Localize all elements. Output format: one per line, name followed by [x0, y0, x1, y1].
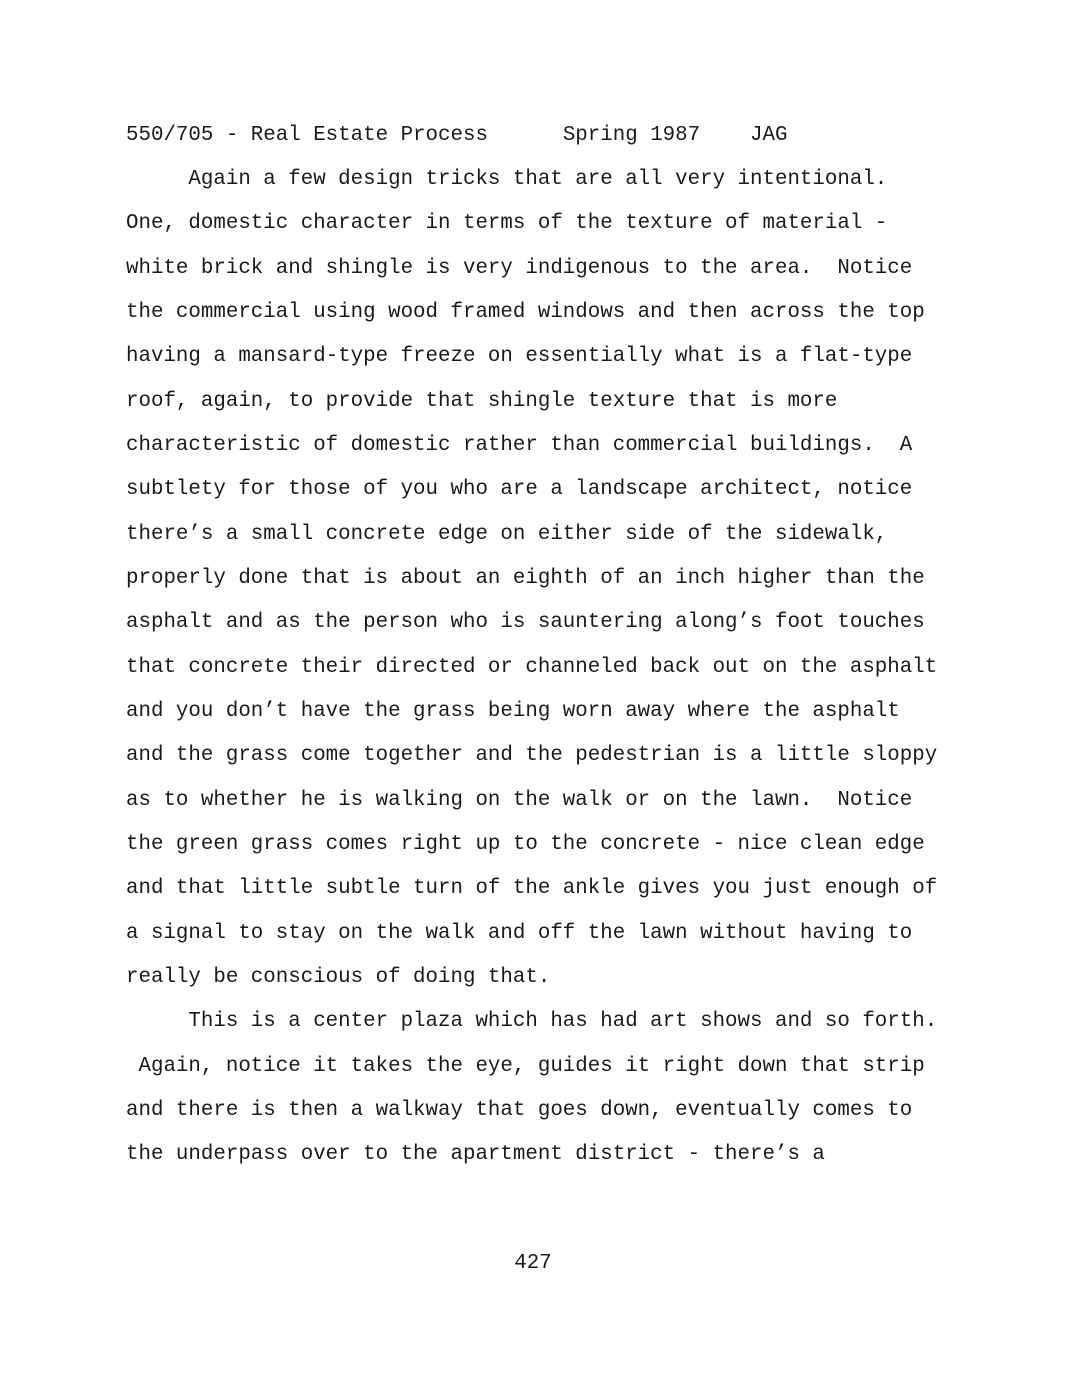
- body-line: and there is then a walkway that goes down, eventually comes to: [126, 1099, 913, 1122]
- body-line: that concrete their directed or channeled back out on the asphalt: [126, 656, 938, 679]
- body-line: subtlety for those of you who are a landscape architect, notice: [126, 478, 913, 501]
- term-label: Spring 1987: [562, 124, 701, 147]
- body-line: asphalt and as the person who is sauntering along’s foot touches: [126, 611, 925, 634]
- course-title: 550/705 - Real Estate Process: [126, 124, 488, 147]
- body-line: This is a center plaza which has had art shows and so forth.: [126, 1010, 938, 1033]
- header-gap-2: [700, 124, 750, 147]
- page-header: [126, 122, 788, 150]
- author-initials: JAG: [750, 124, 788, 147]
- body-line: as to whether he is walking on the walk or on the lawn. Notice: [126, 789, 913, 812]
- header-gap-1: [488, 124, 563, 147]
- body-line: characteristic of domestic rather than commercial buildings. A: [126, 434, 913, 457]
- body-line: and the grass come together and the pedestrian is a little sloppy: [126, 744, 938, 767]
- body-line: Again a few design tricks that are all very intentional.: [126, 168, 888, 191]
- body-line: Again, notice it takes the eye, guides it right down that strip: [126, 1055, 925, 1078]
- body-line: really be conscious of doing that.: [126, 966, 551, 989]
- body-line: the green grass comes right up to the concrete - nice clean edge: [126, 833, 925, 856]
- body-line: and you don’t have the grass being worn away where the asphalt: [126, 700, 900, 723]
- page-number: 427: [514, 1252, 552, 1275]
- body-line: white brick and shingle is very indigenous to the area. Notice: [126, 257, 913, 280]
- body-line: the commercial using wood framed windows and then across the top: [126, 301, 925, 324]
- body-line: and that little subtle turn of the ankle gives you just enough of: [126, 877, 938, 900]
- body-line: having a mansard-type freeze on essentially what is a flat-type: [126, 345, 913, 368]
- body-line: there’s a small concrete edge on either side of the sidewalk,: [126, 523, 888, 546]
- body-line: a signal to stay on the walk and off the lawn without having to: [126, 922, 913, 945]
- body-line: properly done that is about an eighth of an inch higher than the: [126, 567, 925, 590]
- body-line: the underpass over to the apartment district - there’s a: [126, 1143, 825, 1166]
- body-line: One, domestic character in terms of the texture of material -: [126, 212, 888, 235]
- body-line: roof, again, to provide that shingle texture that is more: [126, 390, 838, 413]
